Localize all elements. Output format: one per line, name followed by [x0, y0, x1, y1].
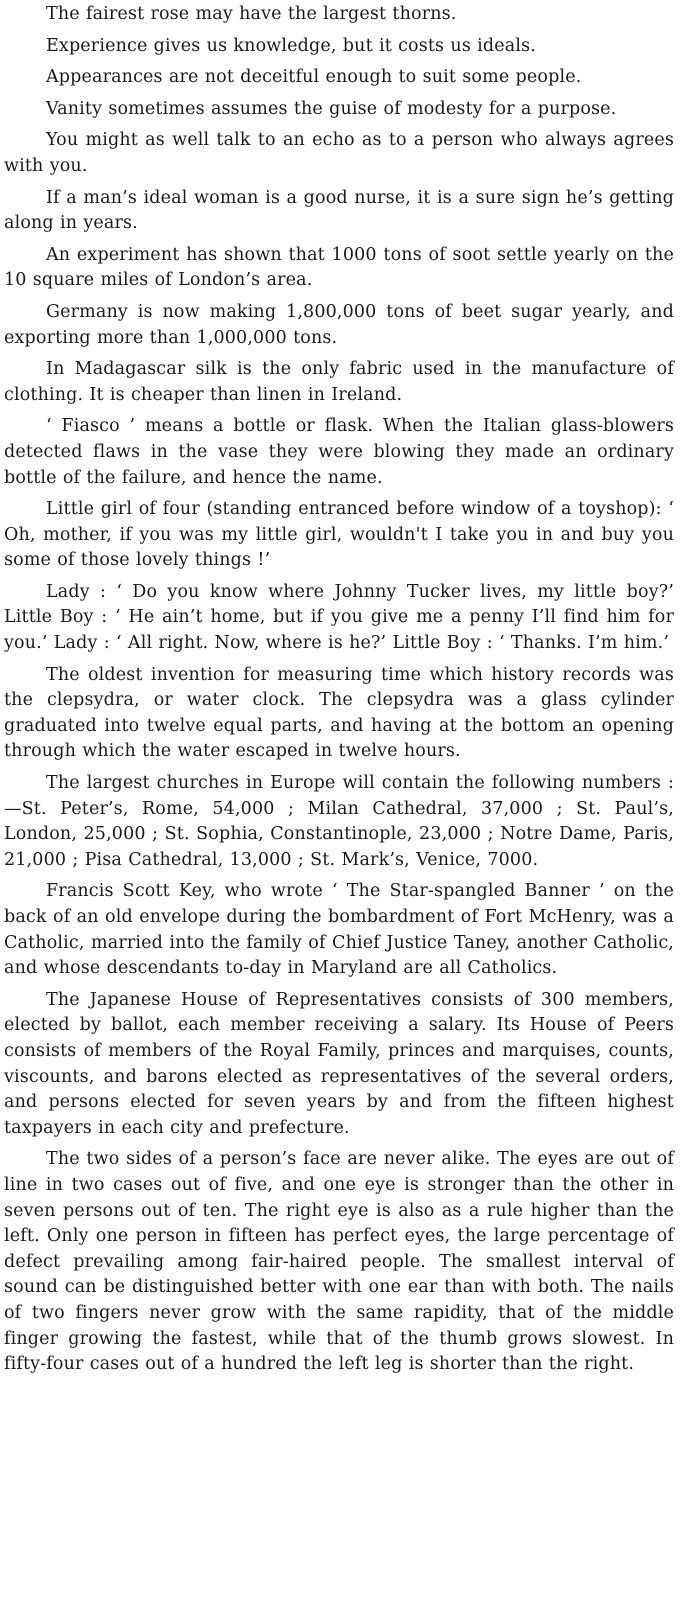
paragraph-little-girl: Little girl of four (standing entranced before window of a toyshop): ‘ Oh, mother, if you was my little girl, wouldn't I take you in and buy you some of those lovely things !’ — [4, 499, 674, 571]
paragraph-japanese-house: The Japanese House of Representatives consists of 300 members, elected by ballot, each member receiving a salary. Its House of Peers consists of members of the Royal Family, princes and marquises, counts, viscounts, and barons elected as representatives of the several orders, and persons elected for seven years by and from the fifteen highest taxpayers in each city and prefecture. — [4, 989, 674, 1138]
paragraph-fiasco: ‘ Fiasco ’ means a bottle or flask. When the Italian glass-blowers detected flaws in the vase they were blowing they made an ordinary bottle of the failure, and hence the name. — [4, 416, 674, 488]
paragraph-beet-sugar: Germany is now making 1,800,000 tons of beet sugar yearly, and exporting more than 1,000,000 tons. — [4, 301, 674, 348]
paragraph-johnny-tucker: Lady : ‘ Do you know where Johnny Tucker lives, my little boy?’ Little Boy : ‘ He ain’t home, but if you give me a penny I’ll find him for you.’ Lady : ‘ All right. Now, where is he?’ Little Boy : ‘ Thanks. I’m him.’ — [4, 581, 674, 654]
paragraph-experience: Experience gives us knowledge, but it costs us ideals. — [46, 35, 536, 56]
paragraph-vanity: Vanity sometimes assumes the guise of modesty for a purpose. — [46, 98, 617, 119]
paragraph-echo: You might as well talk to an echo as to a person who always agrees with you. — [4, 130, 674, 176]
paragraph-appearances: Appearances are not deceitful enough to suit some people. — [46, 67, 582, 88]
paragraph-star-spangled-banner: Francis Scott Key, who wrote ‘ The Star-spangled Banner ’ on the back of an old envelope during the bombardment of Fort McHenry, was a Catholic, married into the family of Chief Justice Taney, another Catholic, and whose descendants to-day in Maryland are all Catholics. — [4, 881, 674, 979]
document-page — [4, 0, 674, 1384]
paragraph-ideal-woman: If a man’s ideal woman is a good nurse, it is a sure sign he’s getting along in years. — [4, 187, 674, 234]
paragraph-face-sides: The two sides of a person’s face are never alike. The eyes are out of line in two cases out of five, and one eye is stronger than the other in seven persons out of ten. The right eye is also as a rule higher than the left. Only one person in fifteen has perfect eyes, the large percentage of defect prevailing among fair-haired people. The smallest interval of sound can be distinguished better with one ear than with both. The nails of two fingers never grow with the same rapidity, that of the middle finger growing the fastest, while that of the thumb grows slowest. In fifty-four cases out of a hundred the left leg is shorter than the right. — [4, 1149, 674, 1375]
paragraph-clepsydra: The oldest invention for measuring time which history records was the clepsydra, or water clock. The clepsydra was a glass cylinder graduated into twelve equal parts, and having at the bottom an opening through which the water escaped in twelve hours. — [4, 664, 674, 762]
paragraph-soot: An experiment has shown that 1000 tons of soot settle yearly on the 10 square miles of London’s area. — [4, 244, 674, 291]
paragraph-madagascar: In Madagascar silk is the only fabric used in the manufacture of clothing. It is cheaper than linen in Ireland. — [4, 359, 674, 405]
paragraph-rose: The fairest rose may have the largest thorns. — [46, 4, 457, 24]
paragraph-churches: The largest churches in Europe will contain the following numbers :—St. Peter’s, Rome, 54,000 ; Milan Cathedral, 37,000 ; St. Paul’s, London, 25,000 ; St. Sophia, Constantinople, 23,000 ; Notre Dame, Paris, 21,000 ; Pisa Cathedral, 13,000 ; St. Mark’s, Venice, 7000. — [4, 773, 674, 870]
